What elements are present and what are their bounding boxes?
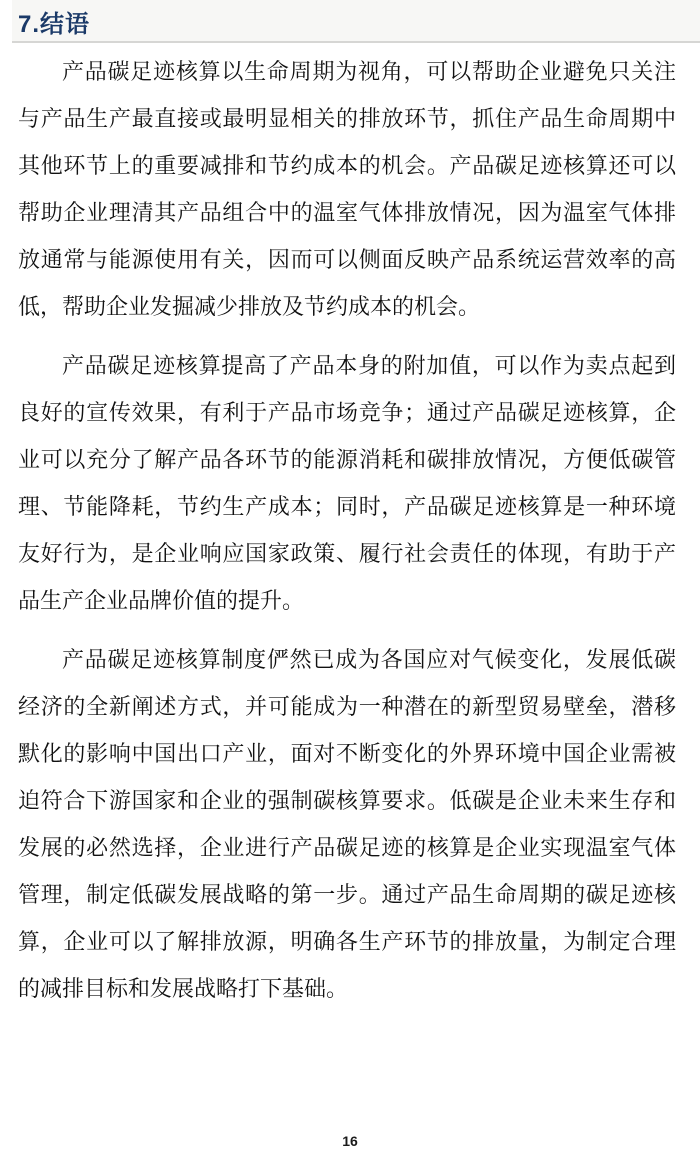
paragraph-2: 产品碳足迹核算提高了产品本身的附加值，可以作为卖点起到良好的宣传效果，有利于产品市场竞争；通过产品碳足迹核算，企业可以充分了解产品各环节的能源消耗和碳排放情况，方便低碳管理、节能降耗，节约生产成本；同时，产品碳足迹核算是一种环境友好行为，是企业响应国家政策、履行社会责任的体现，有助于产品生产企业品牌价值的提升。 bbox=[18, 353, 676, 613]
section-heading-band bbox=[12, 0, 700, 43]
page-footer bbox=[0, 1133, 700, 1151]
page-content bbox=[18, 43, 676, 1024]
paragraph-1: 产品碳足迹核算以生命周期为视角，可以帮助企业避免只关注与产品生产最直接或最明显相关的排放环节，抓住产品生命周期中其他环节上的重要减排和节约成本的机会。产品碳足迹核算还可以帮助企业理清其产品组合中的温室气体排放情况，因为温室气体排放通常与能源使用有关，因而可以侧面反映产品系统运营效率的高低，帮助企业发掘减少排放及节约成本的机会。 bbox=[18, 59, 676, 319]
paragraph-3: 产品碳足迹核算制度俨然已成为各国应对气候变化，发展低碳经济的全新阐述方式，并可能成为一种潜在的新型贸易壁垒，潜移默化的影响中国出口产业，面对不断变化的外界环境中国企业需被迫符合下游国家和企业的强制碳核算要求。低碳是企业未来生存和发展的必然选择，企业进行产品碳足迹的核算是企业实现温室气体管理，制定低碳发展战略的第一步。通过产品生命周期的碳足迹核算，企业可以了解排放源，明确各生产环节的排放量，为制定合理的减排目标和发展战略打下基础。 bbox=[18, 647, 676, 1001]
section-heading: 7.结语 bbox=[18, 11, 91, 38]
page-number: 16 bbox=[342, 1133, 358, 1149]
